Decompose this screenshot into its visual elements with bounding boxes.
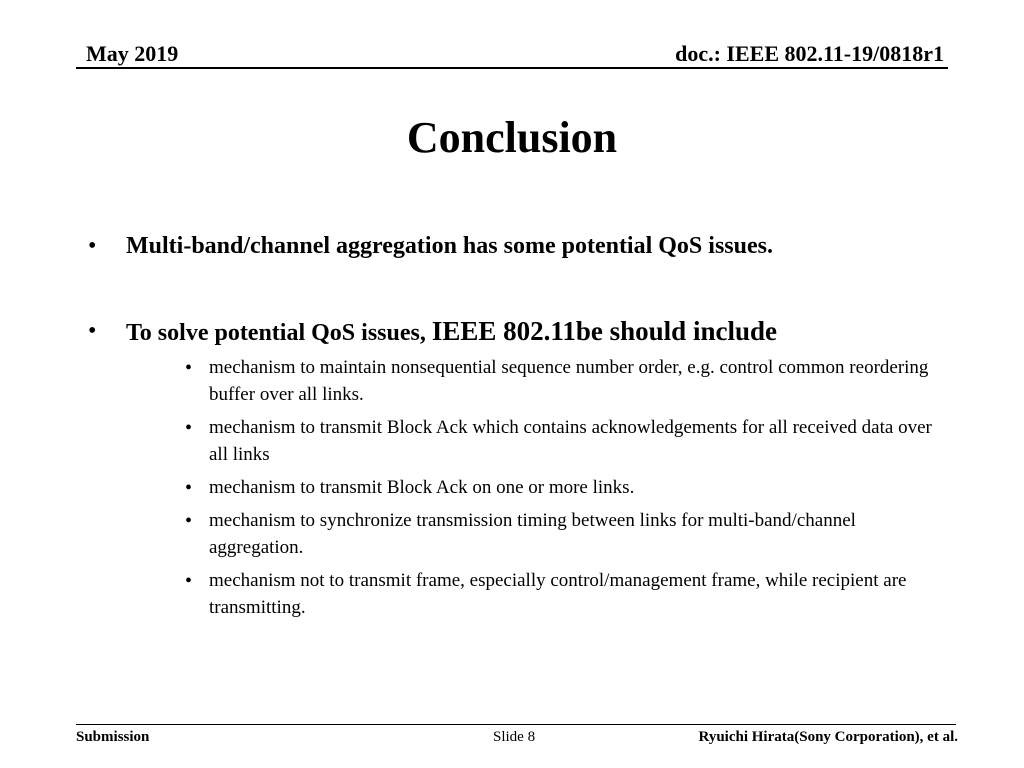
sub-bullet-text: mechanism to transmit Block Ack on one or more links. [209, 477, 635, 498]
sub-bullet-marker: • [185, 570, 193, 592]
footer-submission: Submission [76, 729, 150, 745]
header-doc-id: doc.: IEEE 802.11-19/0818r1 [675, 41, 944, 66]
bullet-text-part1: To solve potential QoS issues, [126, 320, 432, 346]
footer-author: Ryuichi Hirata(Sony Corporation), et al. [698, 729, 958, 745]
sub-bullet-marker: • [185, 510, 193, 532]
bullet-text [126, 316, 777, 348]
header-date: May 2019 [86, 41, 179, 66]
bullet-text-part2: IEEE 802.11be should include [431, 316, 777, 346]
footer-slide-number: Slide 8 [493, 729, 536, 745]
bullet-marker: • [88, 233, 97, 259]
sub-bullet-text: mechanism to synchronize transmission timing between links for multi-band/channel aggregation. [209, 510, 856, 558]
sub-bullet-marker: • [185, 477, 193, 499]
bullet-marker: • [88, 318, 97, 344]
sub-bullet-text: mechanism to transmit Block Ack which contains acknowledgements for all received data over all links [209, 417, 932, 465]
slide-title: Conclusion [406, 113, 618, 162]
bullet-text: Multi-band/channel aggregation has some potential QoS issues. [126, 233, 773, 259]
sub-bullet-marker: • [185, 357, 193, 379]
sub-bullet-text: mechanism not to transmit frame, especially control/management frame, while recipient are transmitting. [209, 570, 907, 618]
footer-divider [76, 724, 956, 725]
sub-bullet-marker: • [185, 417, 193, 439]
sub-bullet-text: mechanism to maintain nonsequential sequence number order, e.g. control common reordering buffer over all links. [209, 357, 929, 405]
